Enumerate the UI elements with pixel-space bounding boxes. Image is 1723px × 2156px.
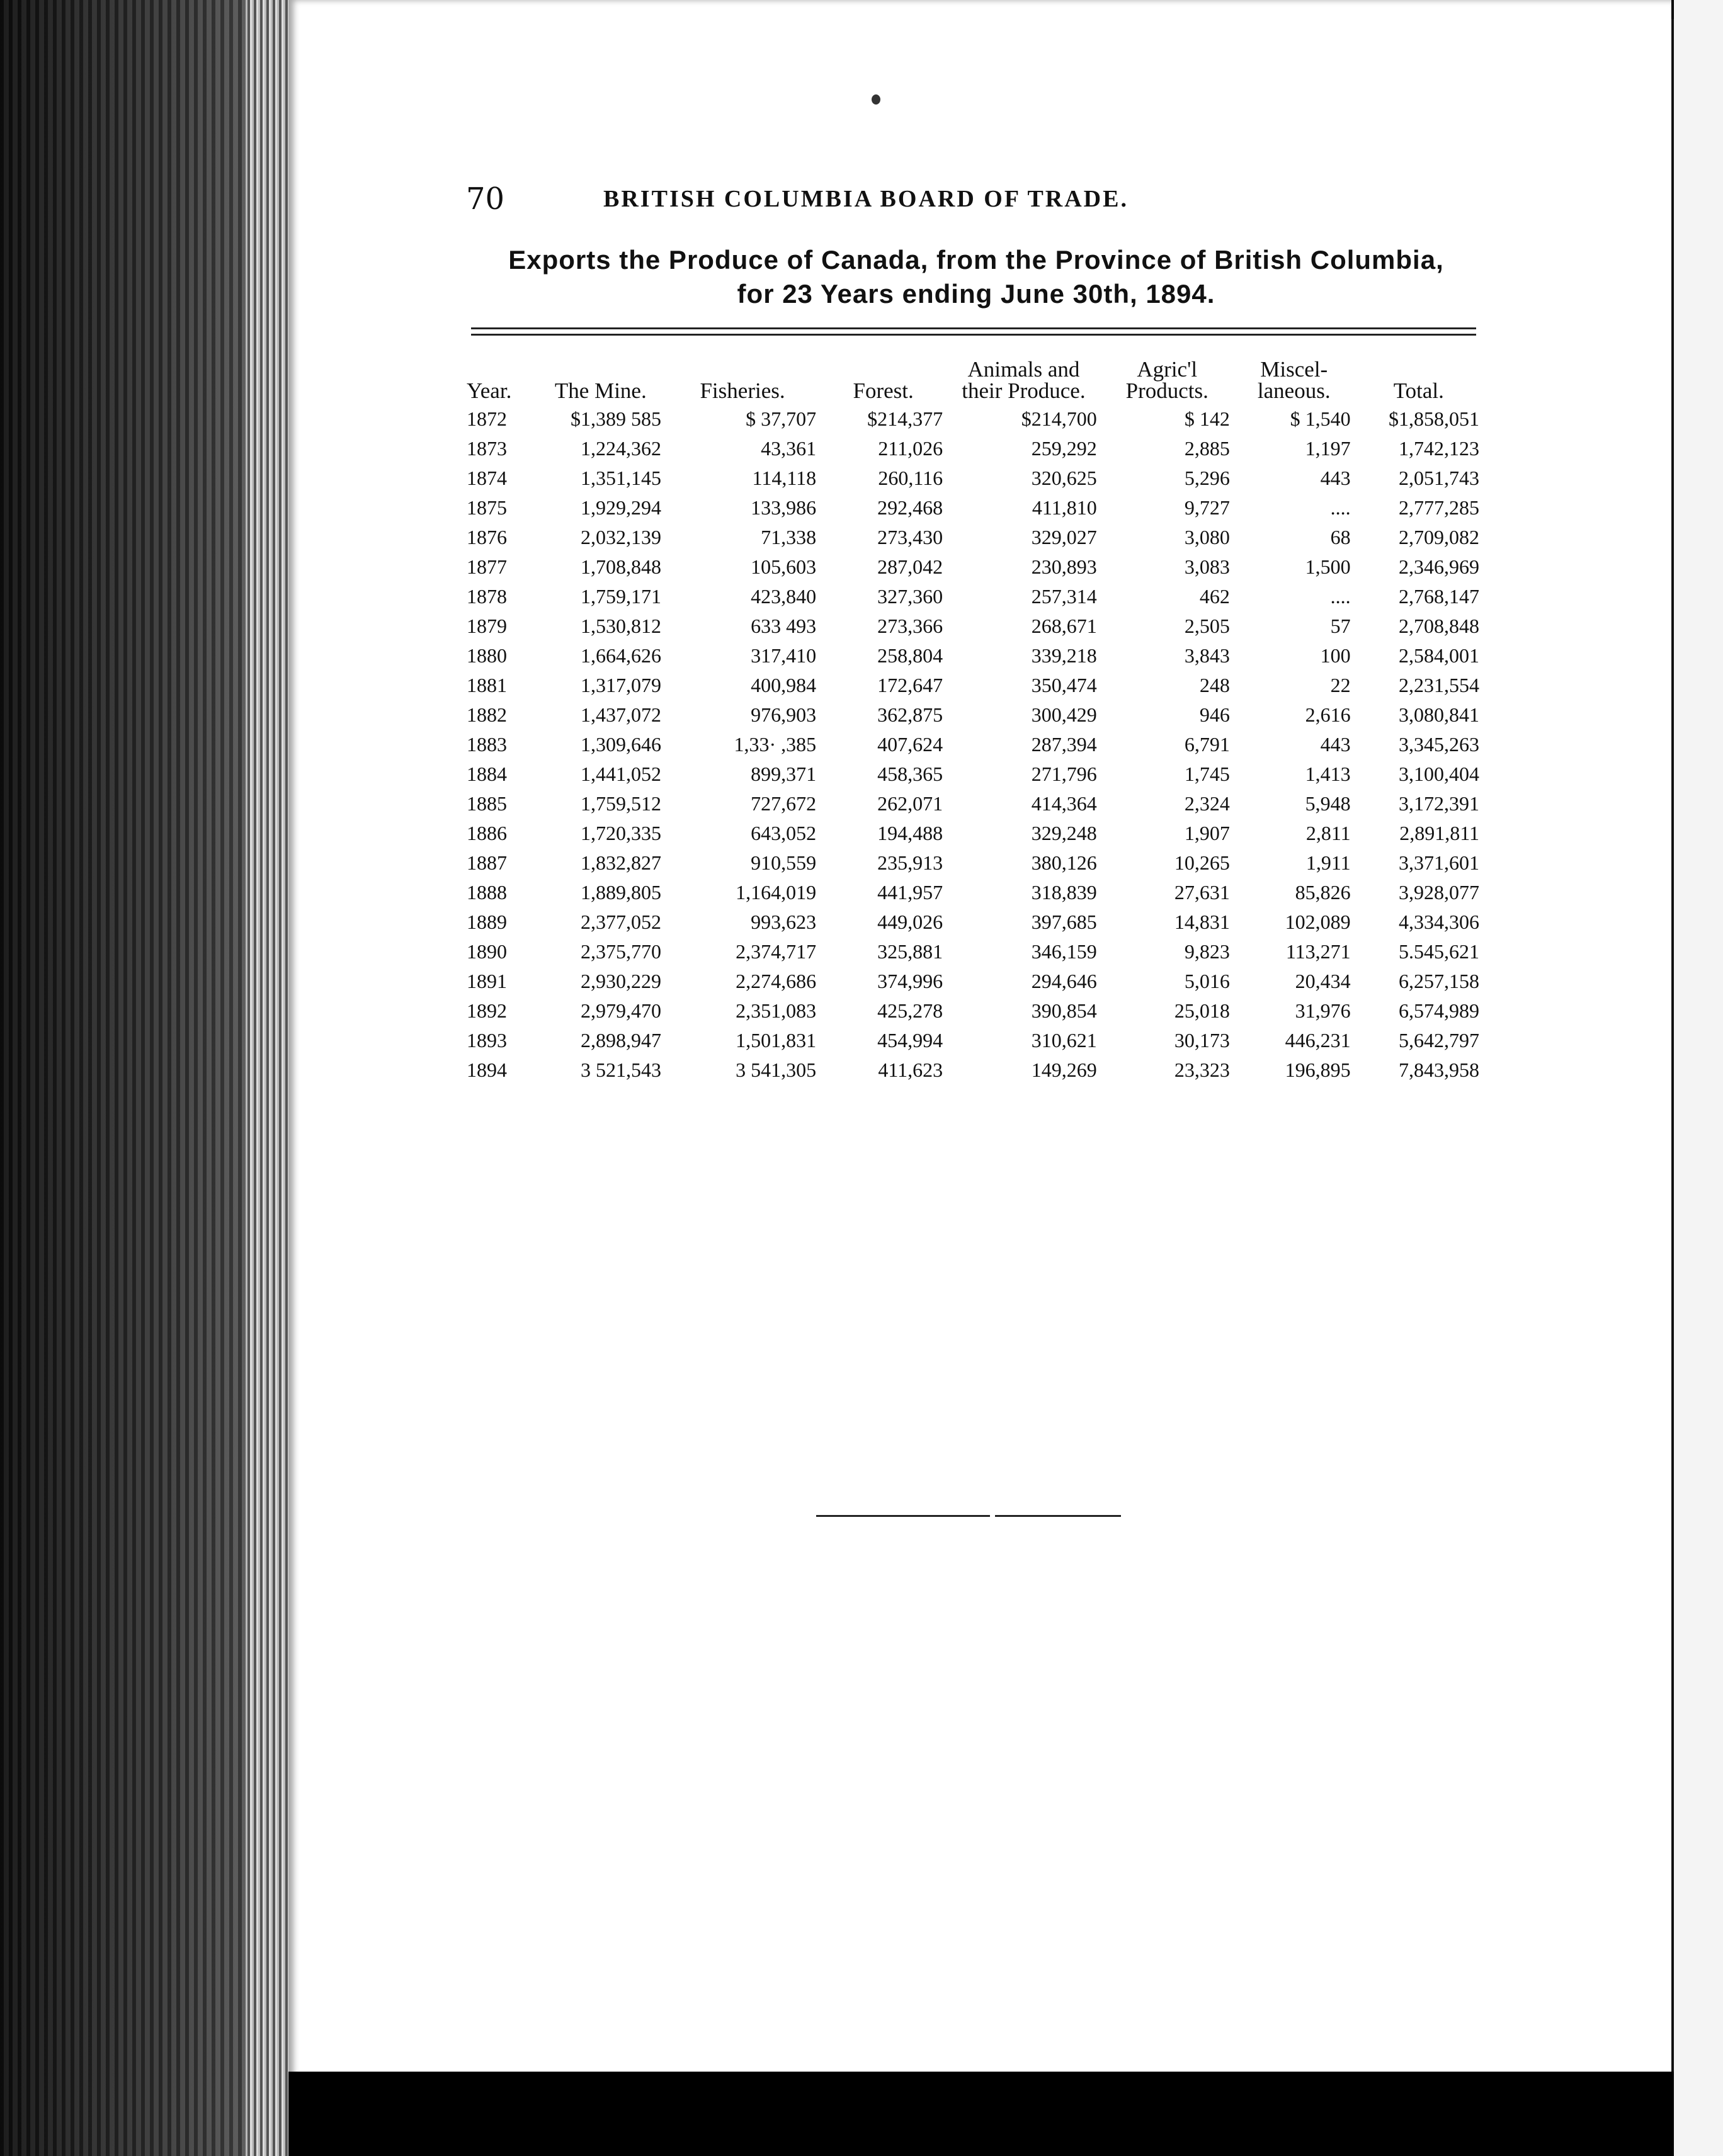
ink-dot	[872, 94, 880, 105]
cell-agric: $ 142	[1184, 407, 1230, 430]
cell-forest: 172,647	[877, 674, 943, 696]
cell-animals: 259,292	[1031, 437, 1097, 460]
cell-total: 6,257,158	[1399, 970, 1479, 992]
cell-fisheries: 1,164,019	[736, 881, 817, 904]
cell-animals: 329,027	[1031, 526, 1097, 548]
cell-fisheries: 2,351,083	[736, 999, 817, 1022]
cell-forest: 292,468	[877, 496, 943, 519]
table-row	[463, 404, 1483, 434]
cell-total: 2,708,848	[1399, 615, 1479, 637]
double-rule-divider	[471, 327, 1476, 338]
cell-year: 1875	[467, 496, 507, 519]
cell-year: 1874	[467, 467, 507, 489]
cell-fisheries: 3 541,305	[736, 1058, 817, 1081]
cell-year: 1886	[467, 822, 507, 844]
cell-agric: 27,631	[1174, 881, 1230, 904]
cell-agric: 30,173	[1174, 1029, 1230, 1052]
cell-agric: 5,016	[1184, 970, 1230, 992]
cell-total: 2,768,147	[1399, 585, 1479, 608]
cell-agric: 2,505	[1184, 615, 1230, 637]
cell-total: 2,346,969	[1399, 555, 1479, 578]
cell-animals: 380,126	[1031, 851, 1097, 874]
title-line-1: Exports the Produce of Canada, from the Province of British Columbia,	[508, 245, 1444, 275]
table-row	[463, 582, 1483, 611]
cell-agric: 5,296	[1184, 467, 1230, 489]
cell-year: 1894	[467, 1058, 507, 1081]
header-animals-line1: Animals and	[967, 357, 1080, 382]
header-year: Year.	[467, 378, 512, 403]
cell-animals: 294,646	[1031, 970, 1097, 992]
cell-animals: 414,364	[1031, 792, 1097, 815]
header-agric-line1: Agric'l	[1137, 357, 1198, 382]
cell-mine: 2,979,470	[580, 999, 661, 1022]
cell-mine: 1,351,145	[580, 467, 661, 489]
cell-fisheries: 400,984	[751, 674, 817, 696]
cell-fisheries: 727,672	[751, 792, 817, 815]
cell-year: 1888	[467, 881, 507, 904]
cell-misc: 1,911	[1305, 851, 1351, 874]
cell-misc: 1,197	[1305, 437, 1351, 460]
right-page-fragment	[1674, 0, 1723, 2156]
cell-forest: 287,042	[877, 555, 943, 578]
cell-animals: 300,429	[1031, 703, 1097, 726]
cell-year: 1876	[467, 526, 507, 548]
cell-mine: 1,224,362	[580, 437, 661, 460]
cell-fisheries: 993,623	[751, 911, 817, 933]
cell-animals: 411,810	[1032, 496, 1097, 519]
cell-year: 1892	[467, 999, 507, 1022]
cell-total: 5,642,797	[1399, 1029, 1479, 1052]
cell-total: 3,371,601	[1399, 851, 1479, 874]
table-row	[463, 463, 1483, 493]
cell-mine: 2,377,052	[580, 911, 661, 933]
cell-misc: 68	[1330, 526, 1351, 548]
cell-mine: 1,832,827	[580, 851, 661, 874]
cell-fisheries: 643,052	[751, 822, 817, 844]
cell-agric: 10,265	[1174, 851, 1230, 874]
cell-fisheries: 423,840	[751, 585, 817, 608]
cell-forest: 411,623	[878, 1058, 943, 1081]
cell-animals: 318,839	[1031, 881, 1097, 904]
cell-misc: ....	[1330, 496, 1351, 519]
title-line-2: for 23 Years ending June 30th, 1894.	[737, 279, 1215, 309]
cell-agric: 6,791	[1184, 733, 1230, 756]
header-forest: Forest.	[853, 378, 914, 403]
page-header	[466, 181, 1266, 219]
table-row	[463, 611, 1483, 641]
cell-agric: 248	[1199, 674, 1230, 696]
cell-forest: 273,430	[877, 526, 943, 548]
cell-mine: 1,317,079	[580, 674, 661, 696]
cell-mine: 1,530,812	[580, 615, 661, 637]
table-row	[463, 907, 1483, 937]
cell-misc: 100	[1320, 644, 1351, 667]
cell-forest: 374,996	[877, 970, 943, 992]
cell-mine: 2,898,947	[580, 1029, 661, 1052]
cell-forest: 235,913	[877, 851, 943, 874]
cell-agric: 3,080	[1184, 526, 1230, 548]
cell-forest: 441,957	[877, 881, 943, 904]
table-row	[463, 730, 1483, 759]
table-row	[463, 523, 1483, 552]
cell-agric: 946	[1199, 703, 1230, 726]
cell-total: 2,777,285	[1399, 496, 1479, 519]
cell-misc: 446,231	[1285, 1029, 1351, 1052]
cell-animals: $214,700	[1021, 407, 1097, 430]
cell-misc: 443	[1320, 467, 1351, 489]
cell-forest: 325,881	[877, 940, 943, 963]
cell-misc: 20,434	[1295, 970, 1351, 992]
cell-total: 6,574,989	[1399, 999, 1479, 1022]
cell-total: 3,100,404	[1399, 763, 1479, 785]
cell-animals: 271,796	[1031, 763, 1097, 785]
cell-total: $1,858,051	[1389, 407, 1479, 430]
cell-total: 2,891,811	[1399, 822, 1479, 844]
cell-total: 1,742,123	[1399, 437, 1479, 460]
cell-misc: 113,271	[1285, 940, 1351, 963]
cell-year: 1887	[467, 851, 507, 874]
cell-misc: 2,616	[1305, 703, 1351, 726]
cell-agric: 2,885	[1184, 437, 1230, 460]
table-row	[463, 967, 1483, 996]
header-agric	[1101, 359, 1234, 404]
cell-forest: 449,026	[877, 911, 943, 933]
table-title	[460, 243, 1493, 311]
cell-forest: 407,624	[877, 733, 943, 756]
cell-mine: $1,389 585	[570, 407, 661, 430]
cell-fisheries: 317,410	[751, 644, 817, 667]
cell-total: 2,709,082	[1399, 526, 1479, 548]
cell-agric: 462	[1199, 585, 1230, 608]
cell-forest: 273,366	[877, 615, 943, 637]
cell-mine: 3 521,543	[580, 1058, 661, 1081]
header-animals-line2: their Produce.	[962, 378, 1086, 403]
cell-year: 1873	[467, 437, 507, 460]
cell-animals: 390,854	[1031, 999, 1097, 1022]
cell-forest: 262,071	[877, 792, 943, 815]
cell-agric: 9,727	[1184, 496, 1230, 519]
cell-agric: 1,907	[1184, 822, 1230, 844]
cell-mine: 1,664,626	[580, 644, 661, 667]
cell-misc: 5,948	[1305, 792, 1351, 815]
cell-forest: 327,360	[877, 585, 943, 608]
cell-animals: 346,159	[1031, 940, 1097, 963]
cell-total: 3,172,391	[1399, 792, 1479, 815]
cell-total: 3,928,077	[1399, 881, 1479, 904]
cell-forest: 194,488	[877, 822, 943, 844]
cell-agric: 25,018	[1174, 999, 1230, 1022]
cell-mine: 1,759,512	[580, 792, 661, 815]
cell-fisheries: 2,274,686	[736, 970, 817, 992]
cell-agric: 3,843	[1184, 644, 1230, 667]
table-row	[463, 671, 1483, 700]
cell-misc: 57	[1330, 615, 1351, 637]
table-row	[463, 848, 1483, 878]
cell-animals: 310,621	[1031, 1029, 1097, 1052]
cell-animals: 350,474	[1031, 674, 1097, 696]
cell-agric: 2,324	[1184, 792, 1230, 815]
cell-year: 1878	[467, 585, 507, 608]
cell-animals: 257,314	[1031, 585, 1097, 608]
cell-agric: 1,745	[1184, 763, 1230, 785]
cell-agric: 23,323	[1174, 1058, 1230, 1081]
header-animals	[947, 359, 1101, 404]
table-row	[463, 996, 1483, 1026]
cell-agric: 9,823	[1184, 940, 1230, 963]
cell-total: 3,080,841	[1399, 703, 1479, 726]
cell-misc: 196,895	[1285, 1058, 1351, 1081]
cell-mine: 2,930,229	[580, 970, 661, 992]
cell-animals: 268,671	[1031, 615, 1097, 637]
cell-year: 1872	[467, 407, 507, 430]
cell-misc: 443	[1320, 733, 1351, 756]
cell-mine: 1,889,805	[580, 881, 661, 904]
cell-fisheries: 1,501,831	[736, 1029, 817, 1052]
cell-year: 1877	[467, 555, 507, 578]
table-row	[463, 759, 1483, 789]
cell-year: 1889	[467, 911, 507, 933]
cell-animals: 149,269	[1031, 1058, 1097, 1081]
cell-fisheries: 910,559	[751, 851, 817, 874]
running-head: BRITISH COLUMBIA BOARD OF TRADE.	[603, 186, 1129, 212]
cell-total: 7,843,958	[1399, 1058, 1479, 1081]
cell-animals: 230,893	[1031, 555, 1097, 578]
header-misc	[1234, 359, 1355, 404]
cell-mine: 1,759,171	[580, 585, 661, 608]
cell-mine: 1,929,294	[580, 496, 661, 519]
cell-year: 1881	[467, 674, 507, 696]
cell-misc: 2,811	[1305, 822, 1351, 844]
cell-misc: 85,826	[1295, 881, 1351, 904]
table-row	[463, 819, 1483, 848]
cell-forest: 362,875	[877, 703, 943, 726]
cell-mine: 1,720,335	[580, 822, 661, 844]
cell-total: 2,051,743	[1399, 467, 1479, 489]
cell-animals: 320,625	[1031, 467, 1097, 489]
header-total: Total.	[1393, 378, 1444, 403]
cell-fisheries: 1,33· ,385	[734, 733, 817, 756]
footer-rule	[816, 1515, 1121, 1517]
cell-year: 1879	[467, 615, 507, 637]
cell-forest: 425,278	[877, 999, 943, 1022]
cell-year: 1882	[467, 703, 507, 726]
cell-forest: $214,377	[867, 407, 943, 430]
cell-fisheries: 976,903	[751, 703, 817, 726]
cell-agric: 3,083	[1184, 555, 1230, 578]
page-number: 70	[466, 181, 505, 217]
cell-year: 1880	[467, 644, 507, 667]
cell-misc: $ 1,540	[1290, 407, 1351, 430]
cell-year: 1893	[467, 1029, 507, 1052]
cell-animals: 397,685	[1031, 911, 1097, 933]
cell-total: 2,584,001	[1399, 644, 1479, 667]
table-header-row	[463, 359, 1483, 404]
cell-fisheries: 133,986	[751, 496, 817, 519]
cell-fisheries: 114,118	[752, 467, 817, 489]
table-row	[463, 1026, 1483, 1055]
table-row	[463, 878, 1483, 907]
cell-mine: 1,437,072	[580, 703, 661, 726]
cell-misc: 1,413	[1305, 763, 1351, 785]
cell-mine: 2,375,770	[580, 940, 661, 963]
table-row	[463, 434, 1483, 463]
cell-mine: 1,708,848	[580, 555, 661, 578]
exports-table	[463, 359, 1483, 1085]
cell-year: 1883	[467, 733, 507, 756]
cell-misc: 22	[1330, 674, 1351, 696]
cell-total: 5.545,621	[1399, 940, 1479, 963]
table-row	[463, 789, 1483, 819]
cell-misc: ....	[1330, 585, 1351, 608]
header-agric-line2: Products.	[1125, 378, 1208, 403]
cell-year: 1885	[467, 792, 507, 815]
cell-agric: 14,831	[1174, 911, 1230, 933]
cell-animals: 287,394	[1031, 733, 1097, 756]
cell-animals: 329,248	[1031, 822, 1097, 844]
header-mine: The Mine.	[554, 378, 647, 403]
cell-total: 4,334,306	[1399, 911, 1479, 933]
cell-forest: 458,365	[877, 763, 943, 785]
cell-fisheries: 2,374,717	[736, 940, 817, 963]
cell-fisheries: $ 37,707	[746, 407, 817, 430]
cell-mine: 1,309,646	[580, 733, 661, 756]
header-misc-line1: Miscel-	[1260, 357, 1328, 382]
table-row	[463, 1055, 1483, 1085]
header-fisheries: Fisheries.	[700, 378, 785, 403]
table-body	[463, 404, 1483, 1085]
cell-fisheries: 105,603	[751, 555, 817, 578]
cell-total: 2,231,554	[1399, 674, 1479, 696]
cell-year: 1891	[467, 970, 507, 992]
cell-misc: 102,089	[1285, 911, 1351, 933]
cell-fisheries: 43,361	[761, 437, 817, 460]
table-row	[463, 641, 1483, 671]
cell-year: 1884	[467, 763, 507, 785]
cell-animals: 339,218	[1031, 644, 1097, 667]
cell-forest: 260,116	[878, 467, 943, 489]
cell-fisheries: 899,371	[751, 763, 817, 785]
cell-total: 3,345,263	[1399, 733, 1479, 756]
table-row	[463, 937, 1483, 967]
cell-misc: 31,976	[1295, 999, 1351, 1022]
cell-mine: 1,441,052	[580, 763, 661, 785]
table-row	[463, 552, 1483, 582]
cell-fisheries: 633 493	[751, 615, 817, 637]
cell-misc: 1,500	[1305, 555, 1351, 578]
header-misc-line2: laneous.	[1257, 378, 1331, 403]
cell-fisheries: 71,338	[761, 526, 817, 548]
cell-forest: 454,994	[877, 1029, 943, 1052]
table-row	[463, 700, 1483, 730]
cell-mine: 2,032,139	[580, 526, 661, 548]
table-row	[463, 493, 1483, 523]
cell-forest: 258,804	[877, 644, 943, 667]
cell-year: 1890	[467, 940, 507, 963]
bottom-scan-edge	[288, 2072, 1674, 2156]
cell-forest: 211,026	[878, 437, 943, 460]
